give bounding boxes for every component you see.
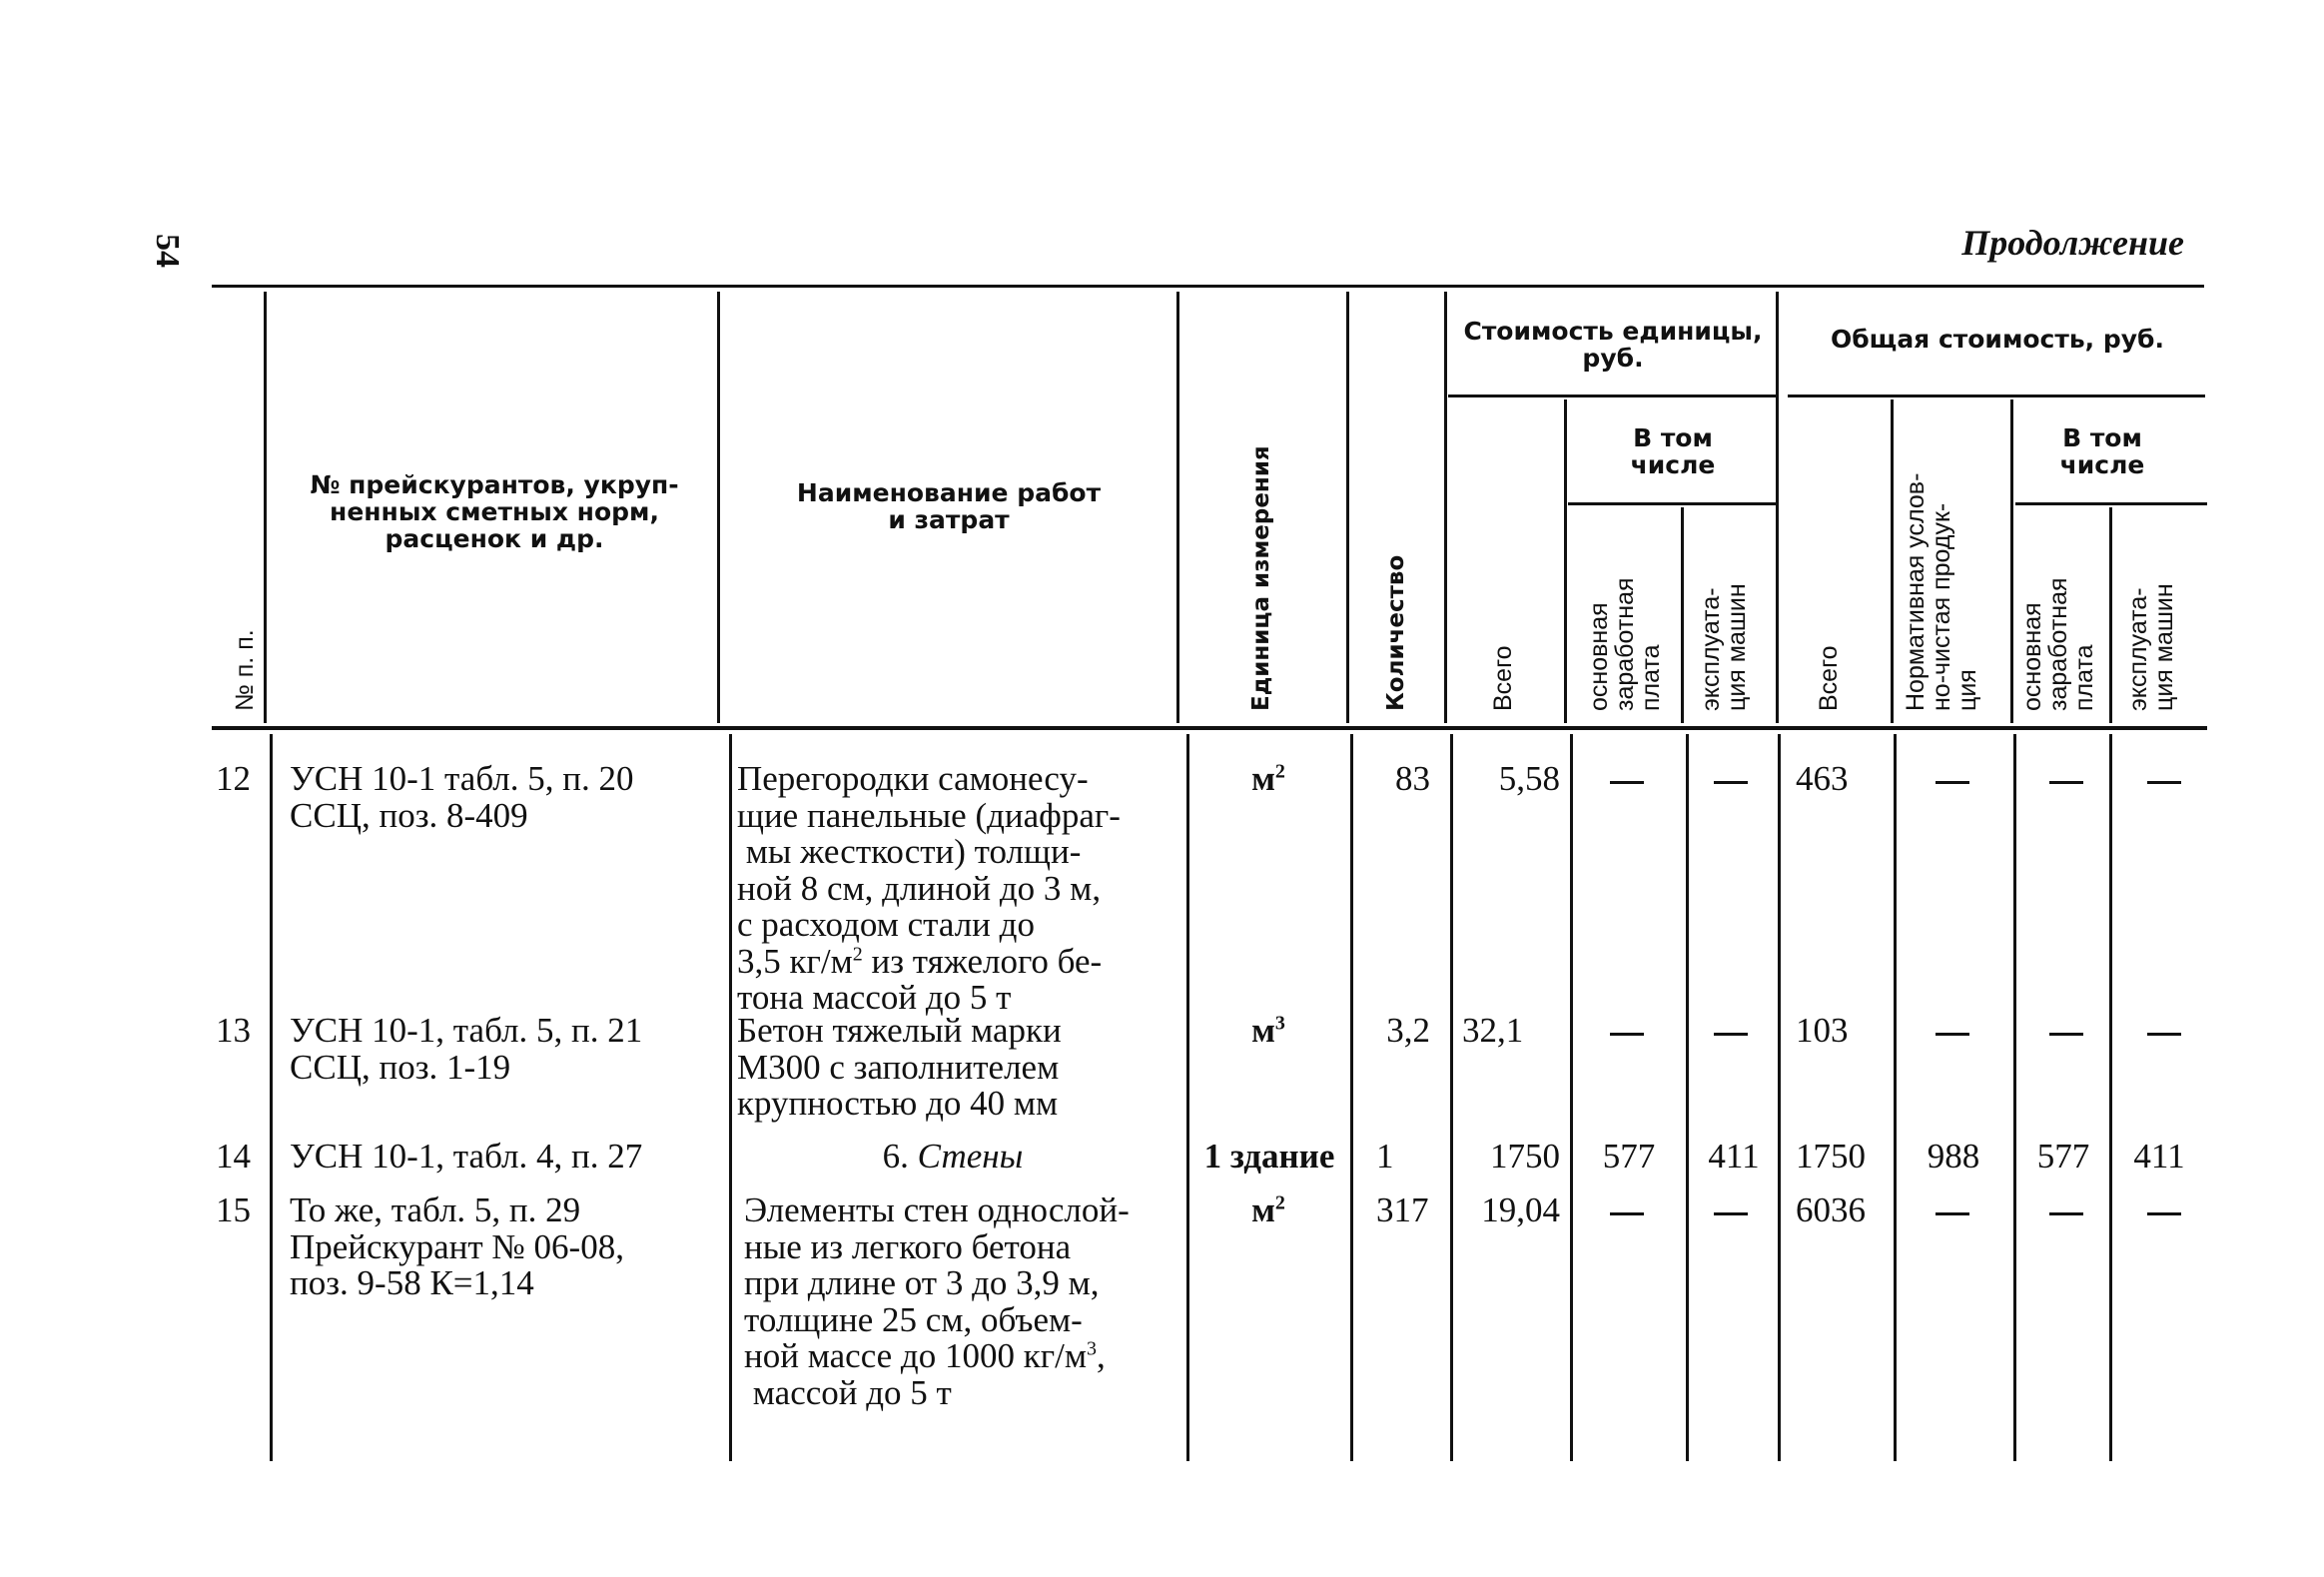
body-vline bbox=[1350, 734, 1353, 1461]
header-unit-machines: эксплуата- ция машин bbox=[1697, 583, 1751, 711]
row-15-unit-mach-dash bbox=[1714, 1212, 1748, 1215]
row-13-total-wage-dash bbox=[2049, 1033, 2083, 1036]
header-unit-wage: основная заработная плата bbox=[1585, 577, 1665, 711]
row-15-source: То же, табл. 5, п. 29 Прейскурант № 06-08, поз. 9-58 К=1,14 bbox=[290, 1190, 624, 1302]
row-14-total-wage: 577 bbox=[2036, 1137, 2090, 1176]
row-12-unit-wage-dash bbox=[1610, 781, 1644, 784]
header-unit: Единица измерения bbox=[1248, 445, 1274, 711]
row-12-unit: $м^2$ bbox=[1251, 759, 1285, 798]
body-vline bbox=[1894, 734, 1897, 1461]
body-vline bbox=[1686, 734, 1689, 1461]
row-13-unit-total: 32,1 bbox=[1462, 1011, 1524, 1050]
header-vline bbox=[1681, 507, 1684, 723]
row-13-unit-mach-dash bbox=[1714, 1033, 1748, 1036]
row-15-total: 6036 bbox=[1796, 1190, 1866, 1229]
row-13-unit-wage-dash bbox=[1610, 1033, 1644, 1036]
header-vline bbox=[1564, 399, 1567, 723]
row-15-num: 15 bbox=[216, 1190, 251, 1229]
total-including-rule bbox=[2015, 502, 2207, 505]
row-12-num: 12 bbox=[216, 759, 251, 798]
header-vline bbox=[264, 292, 267, 723]
row-15-unit-wage-dash bbox=[1610, 1212, 1644, 1215]
row-15-unit: $м^2$ bbox=[1251, 1190, 1285, 1229]
body-vline bbox=[729, 734, 732, 1461]
header-bottom-rule bbox=[212, 726, 2207, 730]
row-14-source: УСН 10-1, табл. 4, п. 27 bbox=[290, 1137, 643, 1176]
page-number: 54 bbox=[149, 234, 186, 268]
row-13-source: УСН 10-1, табл. 5, п. 21 ССЦ, поз. 1-19 bbox=[290, 1011, 643, 1087]
row-12-total-mach-dash bbox=[2147, 781, 2181, 784]
continuation-label: Продолжение bbox=[1961, 223, 2184, 263]
body-vline bbox=[1450, 734, 1453, 1461]
header-total-including: В том числе bbox=[2059, 423, 2145, 479]
row-15-normative-dash bbox=[1936, 1212, 1969, 1215]
row-13-unit: $м^3$ bbox=[1251, 1011, 1285, 1050]
header-total-machines: эксплуата- ция машин bbox=[2124, 583, 2178, 711]
header-pricelist: № прейскурантов, укруп-ненных сметных норм, расценок и др. bbox=[310, 470, 679, 553]
row-15-total-mach-dash bbox=[2147, 1212, 2181, 1215]
row-14-normative: 988 bbox=[1927, 1137, 1980, 1176]
body-vline bbox=[270, 734, 273, 1461]
header-vline bbox=[2010, 399, 2013, 723]
header-vline bbox=[717, 292, 720, 723]
row-13-num: 13 bbox=[216, 1011, 251, 1050]
row-14-num: 14 bbox=[216, 1137, 251, 1176]
row-15-total-wage-dash bbox=[2049, 1212, 2083, 1215]
header-vline bbox=[1776, 292, 1779, 723]
row-14-qty: 1 bbox=[1376, 1137, 1394, 1176]
row-13-name: Бетон тяжелый марки М300 с заполнителем крупностью до 40 мм bbox=[737, 1011, 1062, 1123]
row-15-unit-total: 19,04 bbox=[1481, 1190, 1560, 1229]
body-vline bbox=[2013, 734, 2016, 1461]
body-vline bbox=[1778, 734, 1781, 1461]
row-14-total: 1750 bbox=[1796, 1137, 1866, 1176]
body-vline bbox=[1186, 734, 1189, 1461]
row-13-total-mach-dash bbox=[2147, 1033, 2181, 1036]
row-13-total: 103 bbox=[1796, 1011, 1849, 1050]
row-14-name: 6. Стены bbox=[882, 1137, 1024, 1176]
header-unit-including: В том числе bbox=[1630, 423, 1716, 479]
body-vline bbox=[1570, 734, 1573, 1461]
row-14-unit-wage: 577 bbox=[1602, 1137, 1656, 1176]
header-vline bbox=[1176, 292, 1179, 723]
table-top-rule bbox=[212, 285, 2204, 288]
total-cost-group-rule bbox=[1788, 394, 2205, 397]
row-15-name: Элементы стен однослой- ные из легкого бетона при длине от 3 до 3,9 м, толщине 25 см, объем- ной массе до 1000 $кг/м^3$, массой до 5 т bbox=[744, 1190, 1130, 1412]
row-12-normative-dash bbox=[1936, 781, 1969, 784]
header-qty: Количество bbox=[1383, 554, 1409, 711]
header-unit-cost: Стоимость единицы, руб. bbox=[1463, 317, 1763, 373]
header-vline bbox=[2109, 507, 2112, 723]
unit-cost-group-rule bbox=[1448, 394, 1778, 397]
unit-including-rule bbox=[1568, 502, 1778, 505]
body-vline bbox=[2109, 734, 2112, 1461]
header-total-wage: основная заработная плата bbox=[2018, 577, 2098, 711]
header-total-cost: Общая стоимость, руб. bbox=[1830, 325, 2165, 354]
row-12-unit-total: 5,58 bbox=[1498, 759, 1560, 798]
row-12-total-wage-dash bbox=[2049, 781, 2083, 784]
row-15-qty: 317 bbox=[1376, 1190, 1429, 1229]
header-normative: Нормативная услов- но-чистая продук- ция bbox=[1902, 472, 1981, 711]
row-13-qty: 3,2 bbox=[1386, 1011, 1430, 1050]
header-total-total: Всего bbox=[1815, 645, 1843, 711]
row-14-unit-mach: 411 bbox=[1708, 1137, 1760, 1176]
row-14-unit: 1 здание bbox=[1203, 1137, 1335, 1176]
header-unit-total: Всего bbox=[1489, 645, 1517, 711]
row-12-total: 463 bbox=[1796, 759, 1849, 798]
row-13-normative-dash bbox=[1936, 1033, 1969, 1036]
header-num: № п. п. bbox=[231, 629, 259, 711]
header-vline bbox=[1444, 292, 1447, 723]
row-12-qty: 83 bbox=[1395, 759, 1430, 798]
row-12-unit-mach-dash bbox=[1714, 781, 1748, 784]
header-vline bbox=[1346, 292, 1349, 723]
row-12-source: УСН 10-1 табл. 5, п. 20 ССЦ, поз. 8-409 bbox=[290, 759, 634, 835]
header-name: Наименование работ и затрат bbox=[796, 478, 1102, 534]
header-vline bbox=[1891, 399, 1894, 723]
row-14-total-mach: 411 bbox=[2133, 1137, 2185, 1176]
row-12-name: Перегородки самонесу- щие панельные (диафраг- мы жесткости) толщи- ной 8 см, длиной до 3 м, с расходом стали до 3,5 $кг/м^2$ из тяжелого бе- тона массой до 5 т bbox=[737, 759, 1121, 1017]
row-14-unit-total: 1750 bbox=[1490, 1137, 1560, 1176]
